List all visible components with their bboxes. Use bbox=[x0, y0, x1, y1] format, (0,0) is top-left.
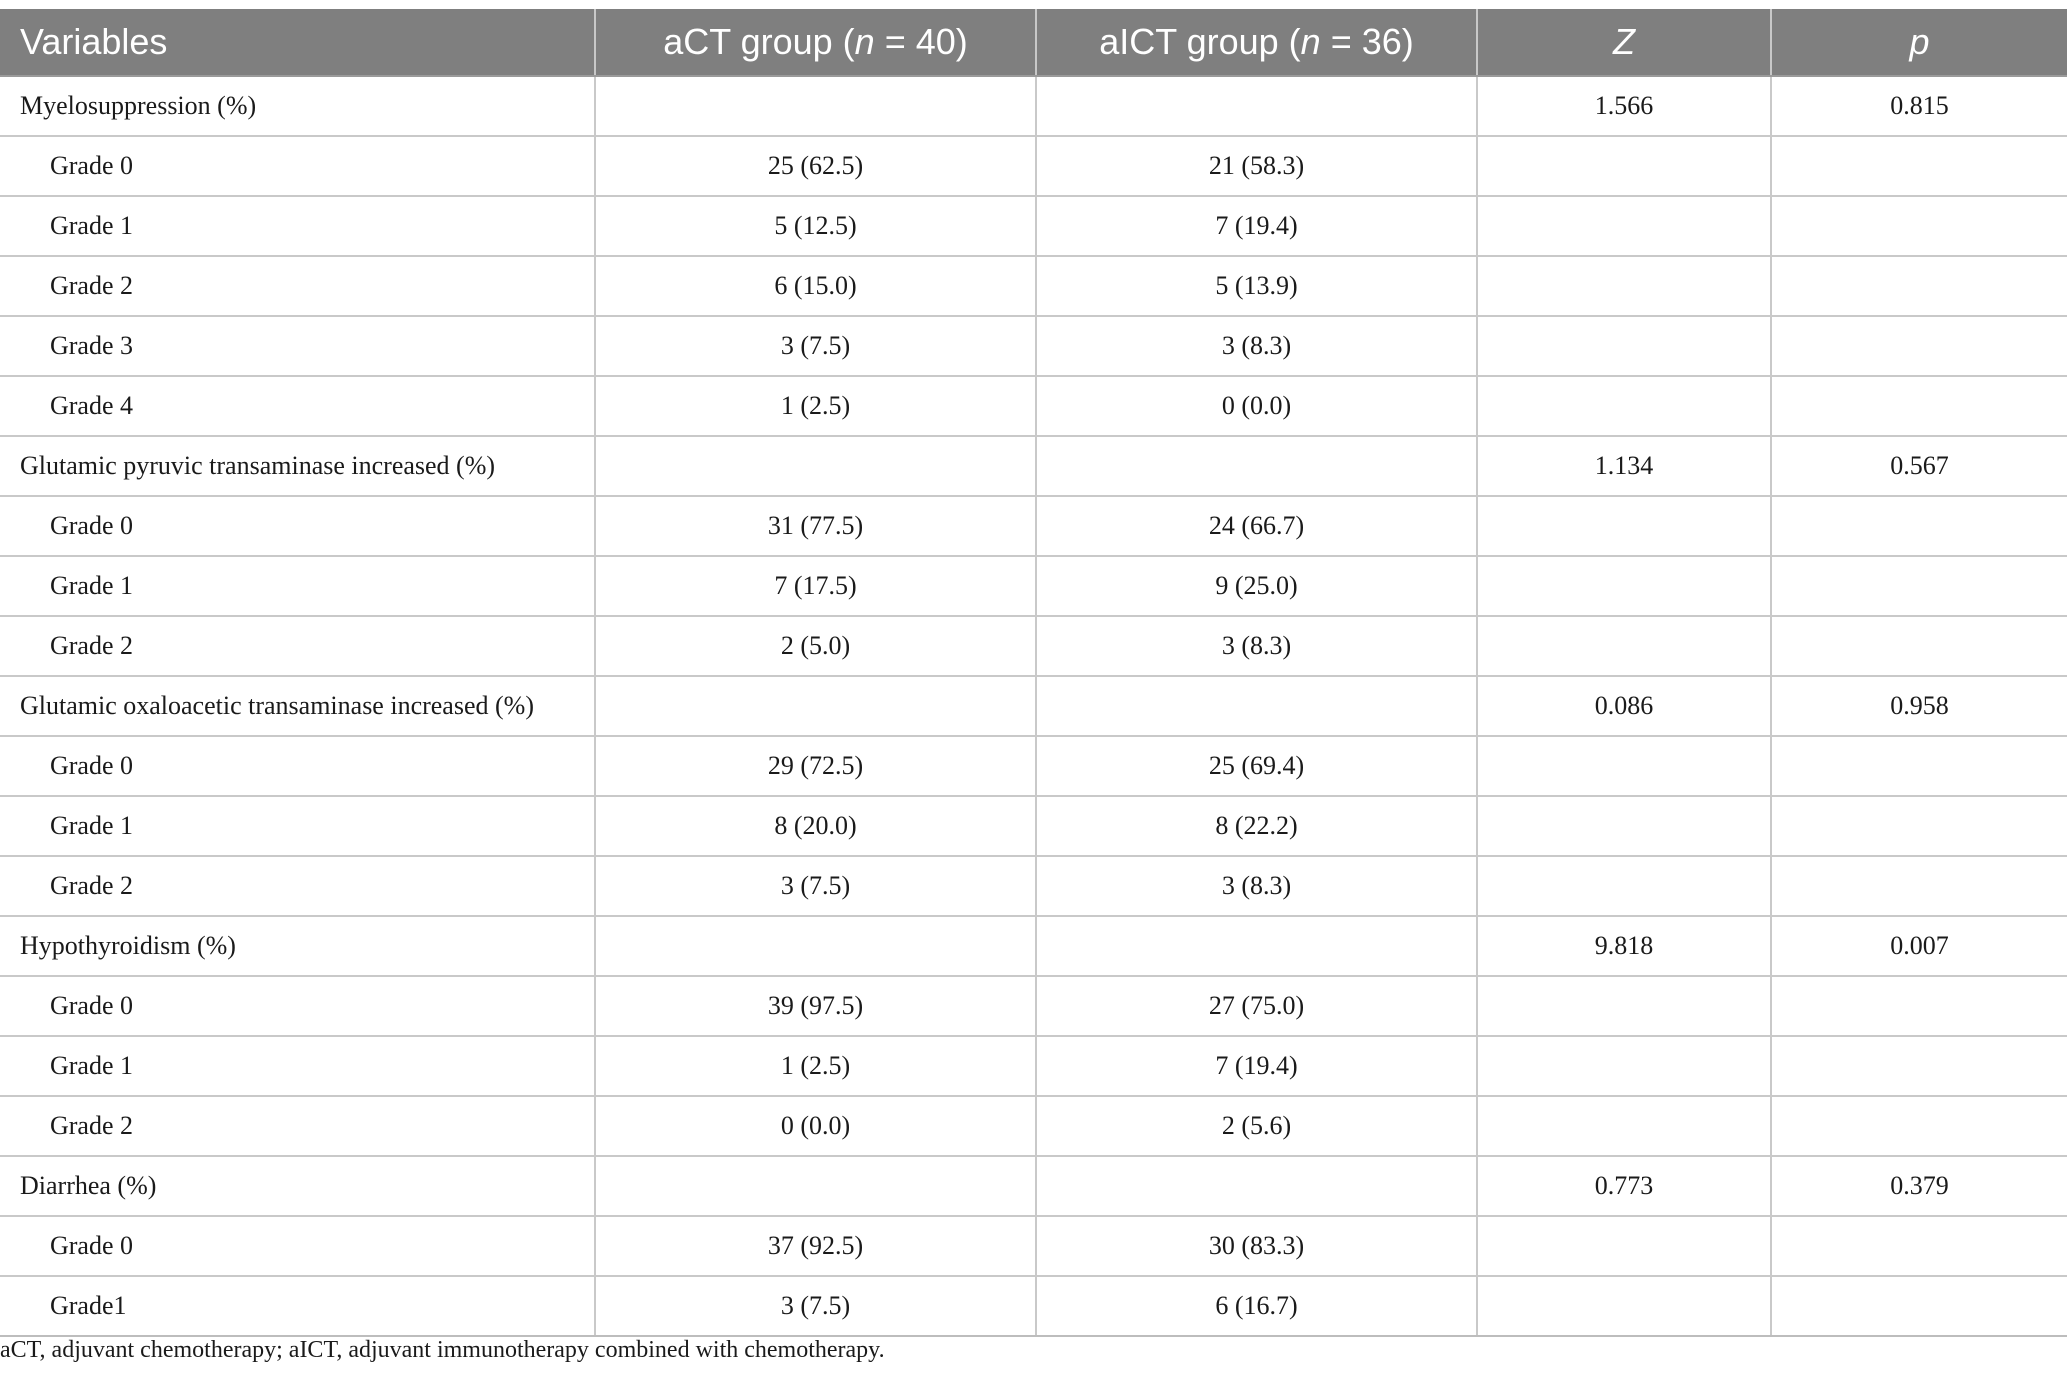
cell-z-value bbox=[1477, 736, 1771, 796]
cell-variable: Grade1 bbox=[0, 1276, 595, 1336]
cell-aict-value bbox=[1036, 1156, 1477, 1216]
cell-act-value bbox=[595, 76, 1036, 136]
cell-variable: Grade 2 bbox=[0, 256, 595, 316]
header-row bbox=[0, 9, 2067, 76]
cell-variable: Grade 0 bbox=[0, 736, 595, 796]
table-row-grade bbox=[0, 496, 2067, 556]
cell-variable: Grade 1 bbox=[0, 196, 595, 256]
cell-act-value: 29 (72.5) bbox=[595, 736, 1036, 796]
cell-act-value bbox=[595, 916, 1036, 976]
cell-aict-value: 5 (13.9) bbox=[1036, 256, 1477, 316]
cell-variable: Glutamic oxaloacetic transaminase increased (%) bbox=[0, 676, 595, 736]
cell-aict-value: 8 (22.2) bbox=[1036, 796, 1477, 856]
table-row-grade bbox=[0, 856, 2067, 916]
table-row-variable bbox=[0, 436, 2067, 496]
cell-aict-value: 25 (69.4) bbox=[1036, 736, 1477, 796]
cell-p-value bbox=[1771, 736, 2067, 796]
cell-z-value bbox=[1477, 256, 1771, 316]
cell-p-value bbox=[1771, 1216, 2067, 1276]
cell-z-value bbox=[1477, 856, 1771, 916]
cell-act-value: 37 (92.5) bbox=[595, 1216, 1036, 1276]
cell-variable: Grade 2 bbox=[0, 856, 595, 916]
cell-variable: Grade 0 bbox=[0, 1216, 595, 1276]
cell-variable: Glutamic pyruvic transaminase increased (%) bbox=[0, 436, 595, 496]
cell-act-value: 31 (77.5) bbox=[595, 496, 1036, 556]
cell-act-value: 1 (2.5) bbox=[595, 376, 1036, 436]
table-row-grade bbox=[0, 136, 2067, 196]
cell-aict-value bbox=[1036, 916, 1477, 976]
table-header bbox=[0, 9, 2067, 76]
cell-p-value bbox=[1771, 1276, 2067, 1336]
cell-p-value bbox=[1771, 976, 2067, 1036]
cell-z-value bbox=[1477, 1276, 1771, 1336]
cell-p-value bbox=[1771, 136, 2067, 196]
cell-z-value: 1.566 bbox=[1477, 76, 1771, 136]
cell-p-value bbox=[1771, 1096, 2067, 1156]
cell-aict-value: 3 (8.3) bbox=[1036, 616, 1477, 676]
cell-variable: Diarrhea (%) bbox=[0, 1156, 595, 1216]
adverse-events-table-container bbox=[0, 9, 2067, 1337]
cell-aict-value: 3 (8.3) bbox=[1036, 316, 1477, 376]
cell-p-value bbox=[1771, 796, 2067, 856]
cell-variable: Grade 0 bbox=[0, 136, 595, 196]
cell-variable: Grade 0 bbox=[0, 976, 595, 1036]
cell-variable: Grade 2 bbox=[0, 616, 595, 676]
cell-z-value bbox=[1477, 1036, 1771, 1096]
cell-act-value: 25 (62.5) bbox=[595, 136, 1036, 196]
cell-act-value: 3 (7.5) bbox=[595, 856, 1036, 916]
table-body bbox=[0, 76, 2067, 1336]
cell-act-value: 3 (7.5) bbox=[595, 316, 1036, 376]
cell-z-value bbox=[1477, 1216, 1771, 1276]
cell-z-value bbox=[1477, 976, 1771, 1036]
table-row-grade bbox=[0, 556, 2067, 616]
table-row-variable bbox=[0, 76, 2067, 136]
cell-p-value bbox=[1771, 616, 2067, 676]
cell-z-value: 0.773 bbox=[1477, 1156, 1771, 1216]
cell-z-value bbox=[1477, 796, 1771, 856]
cell-variable: Grade 0 bbox=[0, 496, 595, 556]
cell-aict-value: 21 (58.3) bbox=[1036, 136, 1477, 196]
cell-aict-value bbox=[1036, 676, 1477, 736]
header-variables: Variables bbox=[0, 9, 595, 76]
cell-aict-value: 27 (75.0) bbox=[1036, 976, 1477, 1036]
header-aict-group: aICT group (n = 36) bbox=[1036, 9, 1477, 76]
cell-aict-value: 0 (0.0) bbox=[1036, 376, 1477, 436]
cell-z-value bbox=[1477, 376, 1771, 436]
table-row-grade bbox=[0, 736, 2067, 796]
cell-p-value bbox=[1771, 376, 2067, 436]
cell-z-value: 9.818 bbox=[1477, 916, 1771, 976]
cell-z-value bbox=[1477, 196, 1771, 256]
cell-p-value bbox=[1771, 316, 2067, 376]
cell-z-value bbox=[1477, 136, 1771, 196]
cell-p-value bbox=[1771, 256, 2067, 316]
cell-aict-value: 7 (19.4) bbox=[1036, 196, 1477, 256]
cell-p-value bbox=[1771, 496, 2067, 556]
cell-act-value: 7 (17.5) bbox=[595, 556, 1036, 616]
cell-variable: Hypothyroidism (%) bbox=[0, 916, 595, 976]
header-p: p bbox=[1771, 9, 2067, 76]
cell-p-value: 0.815 bbox=[1771, 76, 2067, 136]
cell-z-value bbox=[1477, 1096, 1771, 1156]
table-row-variable bbox=[0, 1156, 2067, 1216]
cell-variable: Grade 1 bbox=[0, 1036, 595, 1096]
cell-p-value bbox=[1771, 196, 2067, 256]
cell-variable: Grade 1 bbox=[0, 796, 595, 856]
cell-z-value: 0.086 bbox=[1477, 676, 1771, 736]
cell-z-value bbox=[1477, 316, 1771, 376]
cell-p-value: 0.567 bbox=[1771, 436, 2067, 496]
cell-z-value: 1.134 bbox=[1477, 436, 1771, 496]
table-row-grade bbox=[0, 1276, 2067, 1336]
cell-p-value bbox=[1771, 856, 2067, 916]
cell-z-value bbox=[1477, 496, 1771, 556]
cell-z-value bbox=[1477, 616, 1771, 676]
cell-aict-value: 30 (83.3) bbox=[1036, 1216, 1477, 1276]
cell-aict-value bbox=[1036, 436, 1477, 496]
cell-aict-value: 2 (5.6) bbox=[1036, 1096, 1477, 1156]
cell-act-value: 3 (7.5) bbox=[595, 1276, 1036, 1336]
header-act-group: aCT group (n = 40) bbox=[595, 9, 1036, 76]
cell-variable: Grade 1 bbox=[0, 556, 595, 616]
cell-aict-value: 7 (19.4) bbox=[1036, 1036, 1477, 1096]
cell-p-value: 0.007 bbox=[1771, 916, 2067, 976]
table-row-grade bbox=[0, 796, 2067, 856]
cell-act-value bbox=[595, 1156, 1036, 1216]
cell-act-value: 6 (15.0) bbox=[595, 256, 1036, 316]
cell-p-value: 0.379 bbox=[1771, 1156, 2067, 1216]
table-row-variable bbox=[0, 916, 2067, 976]
cell-act-value bbox=[595, 436, 1036, 496]
header-z: Z bbox=[1477, 9, 1771, 76]
cell-aict-value: 9 (25.0) bbox=[1036, 556, 1477, 616]
cell-act-value: 8 (20.0) bbox=[595, 796, 1036, 856]
table-row-grade bbox=[0, 1036, 2067, 1096]
cell-p-value bbox=[1771, 1036, 2067, 1096]
table-row-grade bbox=[0, 196, 2067, 256]
cell-act-value bbox=[595, 676, 1036, 736]
cell-aict-value: 24 (66.7) bbox=[1036, 496, 1477, 556]
cell-p-value bbox=[1771, 556, 2067, 616]
table-row-grade bbox=[0, 376, 2067, 436]
adverse-events-table bbox=[0, 9, 2067, 1337]
cell-aict-value bbox=[1036, 76, 1477, 136]
table-row-grade bbox=[0, 256, 2067, 316]
cell-z-value bbox=[1477, 556, 1771, 616]
cell-act-value: 0 (0.0) bbox=[595, 1096, 1036, 1156]
cell-act-value: 2 (5.0) bbox=[595, 616, 1036, 676]
table-row-grade bbox=[0, 1216, 2067, 1276]
table-row-variable bbox=[0, 676, 2067, 736]
cell-act-value: 39 (97.5) bbox=[595, 976, 1036, 1036]
cell-act-value: 5 (12.5) bbox=[595, 196, 1036, 256]
cell-variable: Grade 3 bbox=[0, 316, 595, 376]
cell-variable: Grade 4 bbox=[0, 376, 595, 436]
cell-variable: Grade 2 bbox=[0, 1096, 595, 1156]
cell-aict-value: 6 (16.7) bbox=[1036, 1276, 1477, 1336]
table-footnote: aCT, adjuvant chemotherapy; aICT, adjuvant immunotherapy combined with chemotherapy. bbox=[0, 1337, 885, 1363]
table-row-grade bbox=[0, 616, 2067, 676]
cell-variable: Myelosuppression (%) bbox=[0, 76, 595, 136]
cell-act-value: 1 (2.5) bbox=[595, 1036, 1036, 1096]
table-row-grade bbox=[0, 1096, 2067, 1156]
table-row-grade bbox=[0, 316, 2067, 376]
cell-aict-value: 3 (8.3) bbox=[1036, 856, 1477, 916]
cell-p-value: 0.958 bbox=[1771, 676, 2067, 736]
table-row-grade bbox=[0, 976, 2067, 1036]
